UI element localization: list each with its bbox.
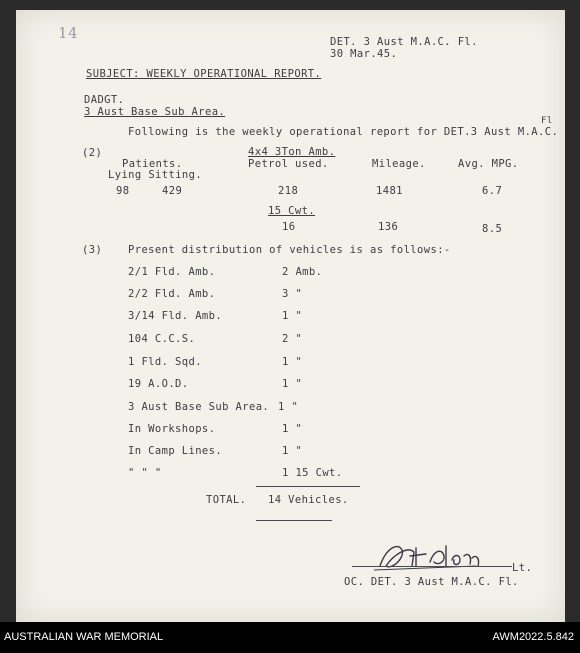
petrol-heading: Petrol used. <box>248 158 329 170</box>
row1-mpg: 6.7 <box>482 185 503 197</box>
addressee-line2: 3 Aust Base Sub Area. <box>84 106 226 118</box>
corner-mark: 14 <box>58 24 78 42</box>
cwt-heading: 15 Cwt. <box>268 205 316 217</box>
distribution-qty: 1 " <box>282 423 303 435</box>
subject-line: SUBJECT: WEEKLY OPERATIONAL REPORT. <box>86 68 322 80</box>
distribution-unit: 2/2 Fld. Amb. <box>128 288 216 300</box>
distribution-unit: In Workshops. <box>128 423 216 435</box>
row2-petrol: 16 <box>282 221 296 233</box>
footer-institution: AUSTRALIAN WAR MEMORIAL <box>4 631 164 643</box>
document-page <box>16 10 565 622</box>
patients-heading: Patients. <box>122 158 183 170</box>
section3-number: (3) <box>82 244 103 256</box>
row1-lying: 98 <box>116 185 130 197</box>
signature-line <box>352 566 512 567</box>
distribution-qty: 1 " <box>278 401 299 413</box>
distribution-unit: 3 Aust Base Sub Area. <box>128 401 270 413</box>
distribution-unit: 19 A.O.D. <box>128 378 189 390</box>
total-label: TOTAL. <box>206 494 247 506</box>
distribution-unit: 104 C.C.S. <box>128 333 196 345</box>
row2-mpg: 8.5 <box>482 223 503 235</box>
intro-suffix: Fl <box>541 116 553 126</box>
section3-intro: Present distribution of vehicles is as follows:- <box>128 244 451 256</box>
section2-number: (2) <box>82 147 103 159</box>
total-rule-top <box>256 486 360 487</box>
row2-mileage: 136 <box>378 221 399 233</box>
distribution-qty: 1 " <box>282 378 303 390</box>
ton-heading: 4x4 3Ton Amb. <box>248 146 336 158</box>
distribution-qty: 2 " <box>282 333 303 345</box>
distribution-unit: 3/14 Fld. Amb. <box>128 310 223 322</box>
header-date: 30 Mar.45. <box>330 48 398 60</box>
header-unit: DET. 3 Aust M.A.C. Fl. <box>330 36 478 48</box>
row1-sitting: 429 <box>162 185 183 197</box>
lying-sitting-heading: Lying Sitting. <box>108 169 203 181</box>
footer-accession: AWM2022.5.842 <box>492 631 574 643</box>
distribution-qty: 3 " <box>282 288 303 300</box>
handwritten-signature <box>372 536 482 576</box>
distribution-unit: 2/1 Fld. Amb. <box>128 266 216 278</box>
row1-mileage: 1481 <box>376 185 403 197</box>
signature-signoff: OC. DET. 3 Aust M.A.C. Fl. <box>344 576 519 588</box>
distribution-unit: " " " <box>128 467 162 479</box>
row1-petrol: 218 <box>278 185 299 197</box>
distribution-qty: 1 15 Cwt. <box>282 467 343 479</box>
archive-footer <box>0 622 580 653</box>
signature-rank: Lt. <box>512 562 533 574</box>
mileage-heading: Mileage. <box>372 158 426 170</box>
mpg-heading: Avg. MPG. <box>458 158 519 170</box>
total-rule-bottom <box>256 520 332 521</box>
distribution-qty: 1 " <box>282 310 303 322</box>
total-value: 14 Vehicles. <box>268 494 349 506</box>
addressee-line1: DADGT. <box>84 94 125 106</box>
intro-text: Following is the weekly operational report for DET.3 Aust M.A.C. <box>128 126 559 138</box>
distribution-qty: 1 " <box>282 445 303 457</box>
distribution-unit: In Camp Lines. <box>128 445 223 457</box>
distribution-qty: 1 " <box>282 356 303 368</box>
distribution-unit: 1 Fld. Sqd. <box>128 356 202 368</box>
distribution-qty: 2 Amb. <box>282 266 323 278</box>
